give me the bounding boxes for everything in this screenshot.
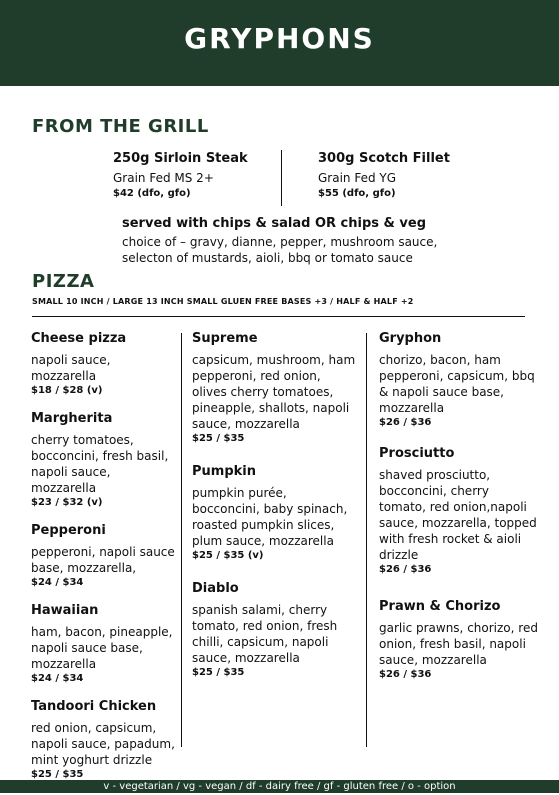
pizza-price: $26 / $36 (379, 417, 432, 428)
pizza-name: Hawaiian (31, 603, 99, 618)
pizza-column-3 (379, 331, 539, 695)
pizza-description: ham, bacon, pineapple, napoli sauce base, mozzarella (31, 625, 173, 671)
pizza-name: Tandoori Chicken (31, 699, 157, 714)
column-divider-1 (181, 333, 182, 747)
grill-item-sirloin (113, 151, 293, 199)
pizza-name: Supreme (192, 331, 258, 346)
pizza-description: napoli sauce, mozzarella (31, 353, 111, 383)
pizza-description: pumpkin purée, bocconcini, baby spinach, roasted pumpkin slices, plum sauce, mozzarella (192, 486, 348, 548)
pizza-price: $25 / $35 (31, 769, 84, 780)
pizza-price: $18 / $28 (v) (31, 385, 103, 396)
pizza-price: $25 / $35 (192, 667, 245, 678)
pizza-divider-rule (32, 316, 525, 317)
pizza-price: $26 / $36 (379, 669, 432, 680)
pizza-price: $23 / $32 (v) (31, 497, 103, 508)
pizza-description: spanish salami, cherry tomato, red onion, fresh chilli, capsicum, napoli sauce, mozzarella (192, 603, 338, 665)
pizza-column-2 (192, 331, 357, 693)
grill-item-grade: Grain Fed YG (318, 171, 397, 185)
pizza-description: capsicum, mushroom, ham pepperoni, red onion, olives cherry tomatoes, pineapple, shallots, napoli sauce, mozzarella (192, 353, 356, 431)
pizza-name: Pepperoni (31, 523, 106, 538)
pizza-item-supreme (192, 331, 357, 446)
served-with-title: served with chips & salad OR chips & veg (122, 216, 427, 231)
pizza-name: Gryphon (379, 331, 442, 346)
pizza-name: Prosciutto (379, 446, 455, 461)
pizza-description: garlic prawns, chorizo, red onion, fresh basil, napoli sauce, mozzarella (379, 621, 538, 667)
pizza-item-prawn-chorizo (379, 599, 539, 682)
pizza-description: chorizo, bacon, ham pepperoni, capsicum, bbq & napoli sauce base, mozzarella (379, 353, 535, 415)
pizza-section-title: PIZZA (32, 271, 95, 292)
pizza-item-diablo (192, 581, 357, 680)
pizza-description: red onion, capsicum, napoli sauce, papadum, mint yoghurt drizzle (31, 721, 175, 767)
header-banner (0, 0, 559, 86)
grill-section-title: FROM THE GRILL (32, 116, 209, 137)
grill-item-scotch-fillet (318, 151, 498, 199)
pizza-price: $25 / $35 (192, 433, 245, 444)
pizza-name: Margherita (31, 411, 113, 426)
grill-divider (281, 150, 282, 206)
pizza-price: $25 / $35 (v) (192, 550, 264, 561)
pizza-name: Diablo (192, 581, 239, 596)
pizza-item-tandoori-chicken (31, 699, 176, 782)
pizza-description: cherry tomatoes, bocconcini, fresh basil, napoli sauce, mozzarella (31, 433, 169, 495)
pizza-price: $26 / $36 (379, 564, 432, 575)
pizza-description: pepperoni, napoli sauce base, mozzarella, (31, 545, 175, 575)
grill-item-price: $55 (dfo, gfo) (318, 188, 396, 199)
pizza-price: $24 / $34 (31, 577, 84, 588)
pizza-item-pumpkin (192, 464, 357, 563)
grill-item-grade: Grain Fed MS 2+ (113, 171, 214, 185)
pizza-price: $24 / $34 (31, 673, 84, 684)
pizza-name: Pumpkin (192, 464, 256, 479)
pizza-item-margherita (31, 411, 176, 510)
pizza-item-cheese (31, 331, 176, 398)
pizza-item-pepperoni (31, 523, 176, 590)
grill-item-name: 250g Sirloin Steak (113, 151, 248, 166)
pizza-item-hawaiian (31, 603, 176, 686)
pizza-item-prosciutto (379, 446, 539, 577)
grill-item-price: $42 (dfo, gfo) (113, 188, 191, 199)
pizza-size-note: SMALL 10 INCH / LARGE 13 INCH SMALL GLUEN FREE BASES +3 / HALF & HALF +2 (32, 297, 414, 306)
pizza-description: shaved prosciutto, bocconcini, cherry tomato, red onion,napoli sauce, mozzarella, topped with fresh rocket & aioli drizzle (379, 468, 537, 562)
pizza-column-1 (31, 331, 176, 795)
grill-served-with (122, 216, 452, 266)
pizza-name: Prawn & Chorizo (379, 599, 501, 614)
dietary-legend-footer: v - vegetarian / vg - vegan / df - dairy free / gf - gluten free / o - option (0, 780, 559, 793)
pizza-name: Cheese pizza (31, 331, 127, 346)
pizza-item-gryphon (379, 331, 539, 430)
column-divider-2 (366, 333, 367, 747)
served-with-sauces: choice of – gravy, dianne, pepper, mushroom sauce, selecton of mustards, aioli, bbq or tomato sauce (122, 235, 438, 265)
brand-title: GRYPHONS (184, 22, 375, 55)
grill-item-name: 300g Scotch Fillet (318, 151, 450, 166)
